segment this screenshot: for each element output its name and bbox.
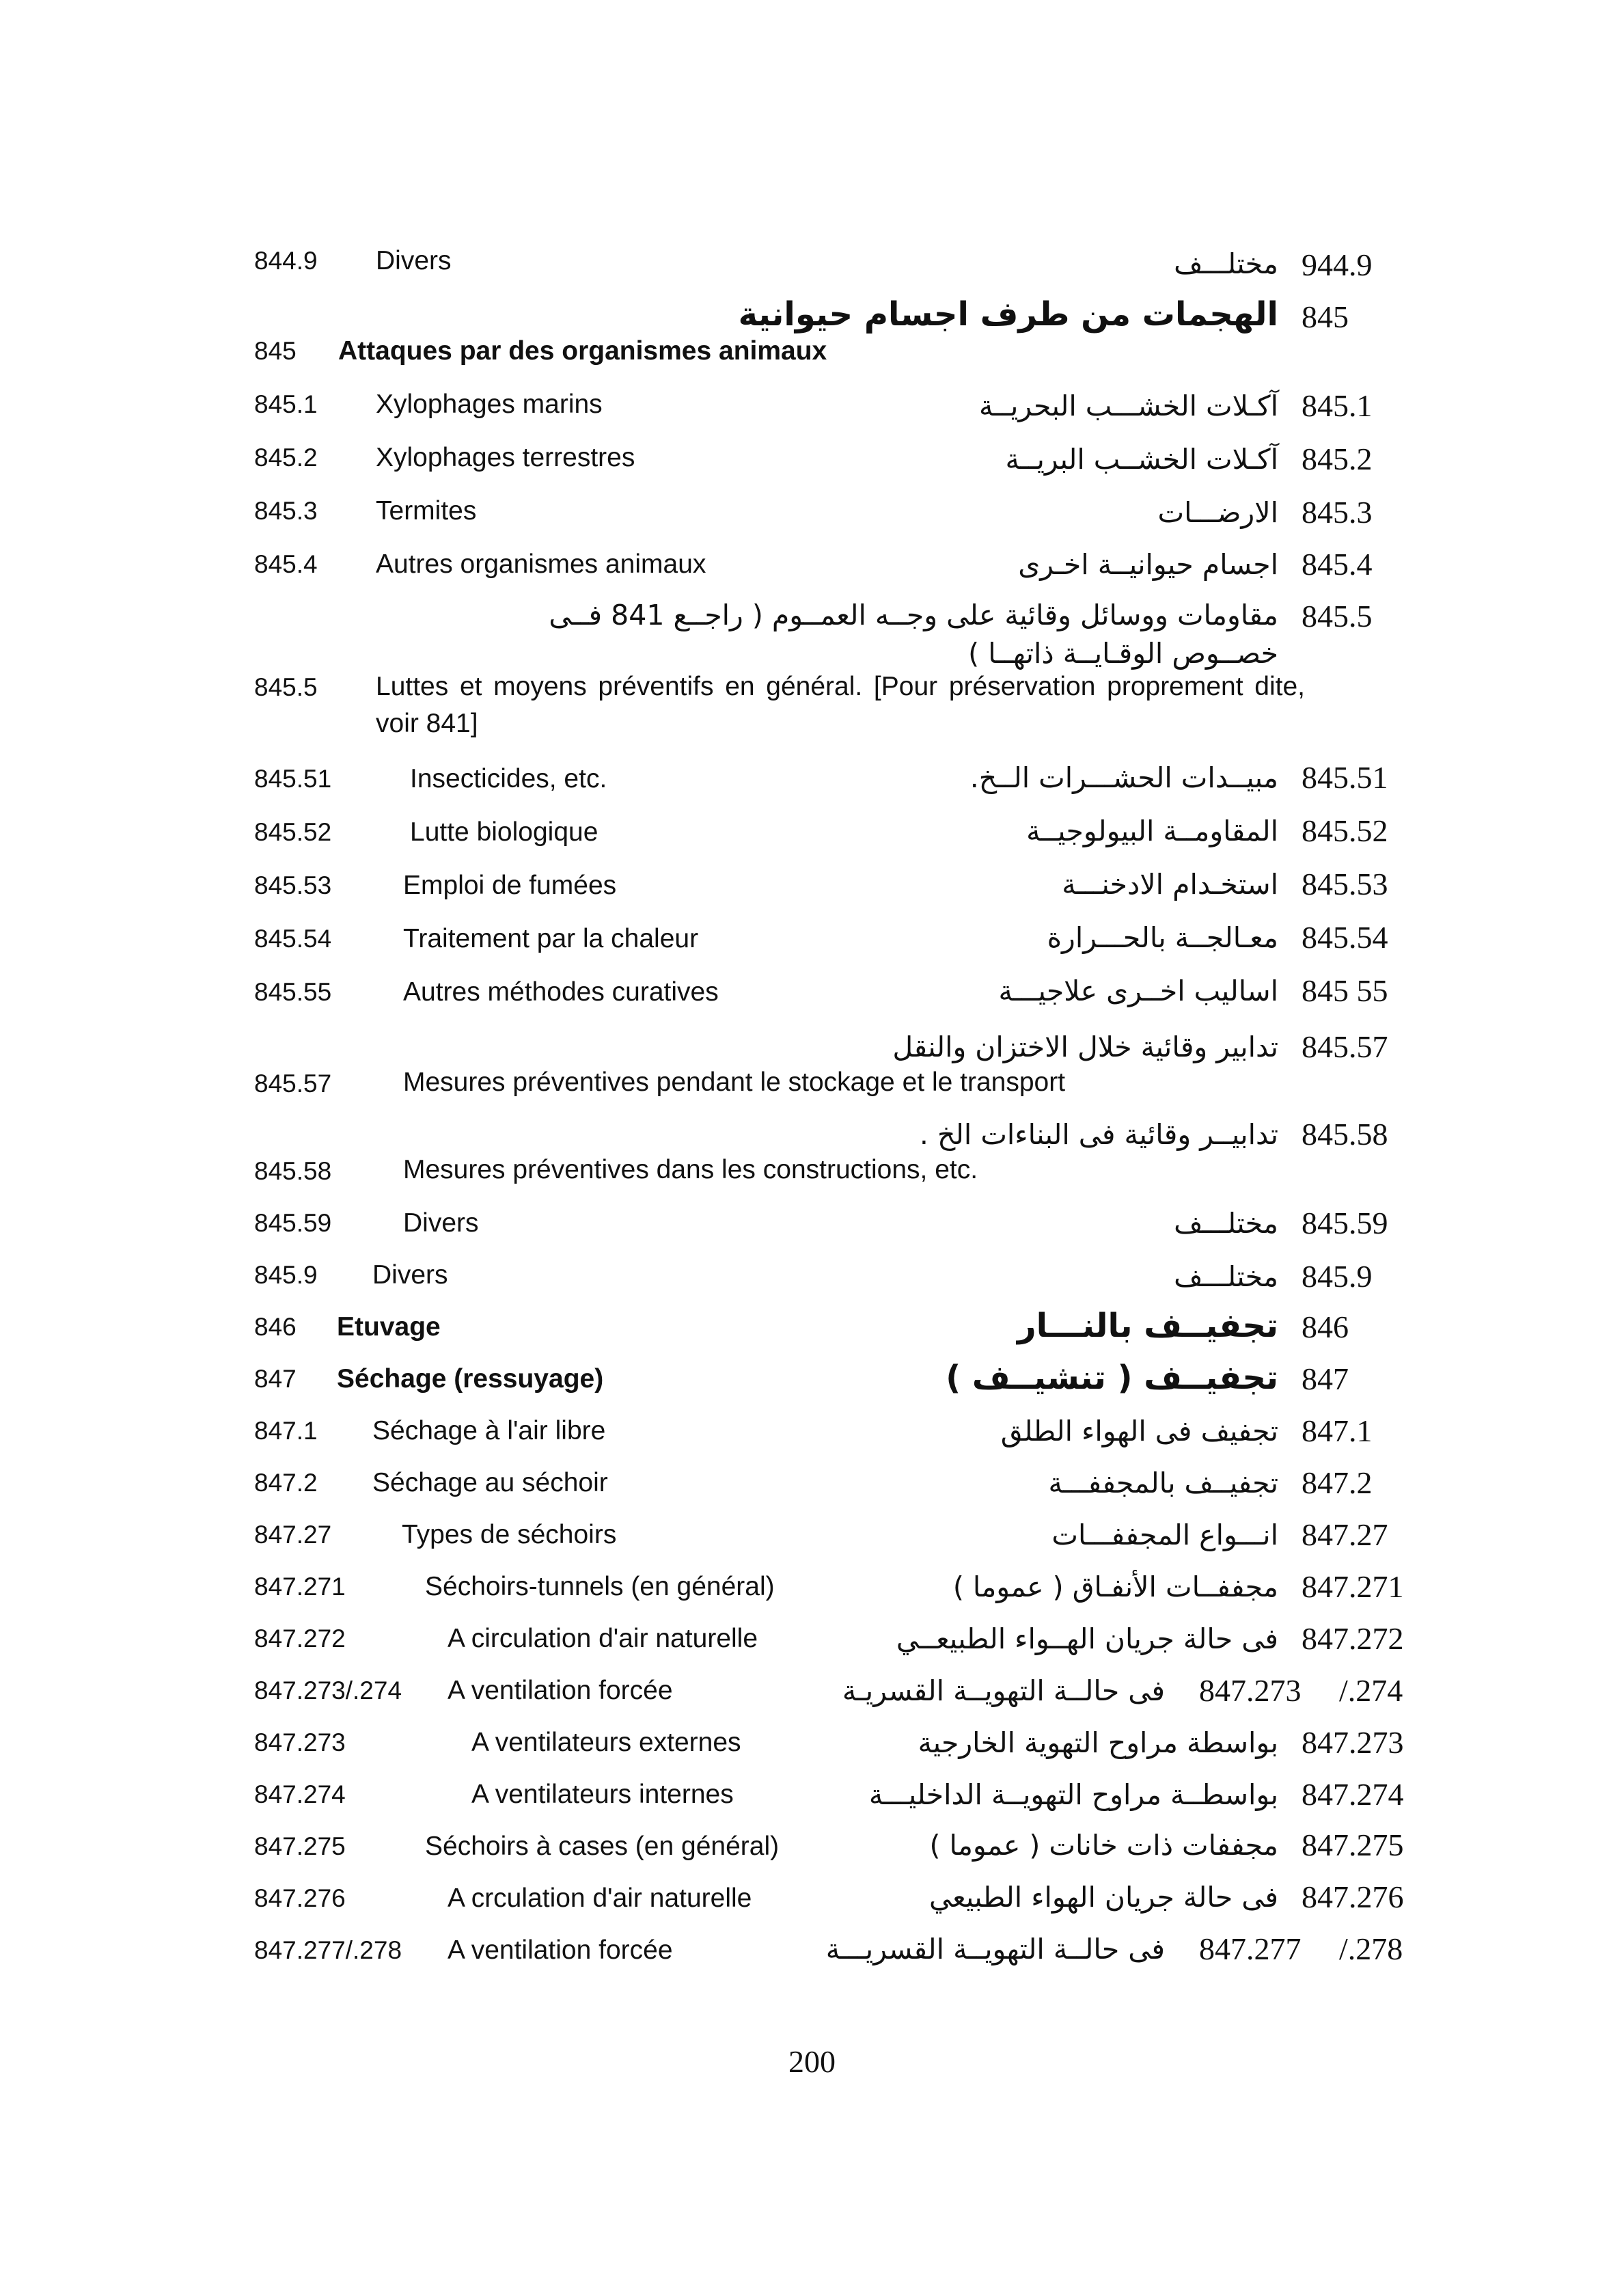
entry-845-54-ar-code: 845.54 — [1302, 920, 1388, 955]
entry-845-2-ar-code: 845.2 — [1302, 441, 1373, 476]
entry-845-54-fr-code: 845.54 — [254, 925, 332, 953]
entry-845-3-fr-code: 845.3 — [254, 497, 318, 525]
entry-845-53-fr-code: 845.53 — [254, 871, 332, 899]
entry-845-3-fr-text: Termites — [376, 496, 477, 526]
entry-847-275-fr-code: 847.275 — [254, 1832, 346, 1860]
entry-845-51-ar-code: 845.51 — [1302, 760, 1388, 795]
entry-845-59-fr-text: Divers — [403, 1208, 479, 1238]
entry-847-27-fr-text: Types de séchoirs — [402, 1520, 617, 1549]
entry-847-271-ar-text: مجففــات الأنفـاق ( عموما ) — [952, 1571, 1278, 1603]
entry-847-275-fr-text: Séchoirs à cases (en général) — [425, 1832, 780, 1861]
entry-847-277-278-fr-code: 847.277/.278 — [254, 1936, 402, 1964]
entry-847-273-274-ar-code-tail: /.274 — [1339, 1673, 1403, 1708]
entry-845-2-ar-text: آكـلات الخشــب البريــة — [1005, 443, 1278, 476]
entry-847-276-ar-code: 847.276 — [1302, 1879, 1404, 1914]
entry-847-1-fr-code: 847.1 — [254, 1417, 318, 1445]
entry-847-274-ar-code: 847.274 — [1302, 1777, 1404, 1812]
entry-847-27-ar-text: انـــواع المجففـــات — [1051, 1519, 1278, 1551]
entry-845-3-ar-code: 845.3 — [1302, 495, 1373, 530]
entry-845-52-fr-text: Lutte biologique — [410, 817, 598, 847]
entry-845-55-fr-text: Autres méthodes curatives — [403, 977, 719, 1007]
entry-845-51-fr-code: 845.51 — [254, 765, 332, 793]
entry-844-9-fr-text: Divers — [376, 246, 452, 275]
entry-845-54-ar-text: معـالجــة بالحـــرارة — [1047, 921, 1278, 954]
entry-845-53-fr-text: Emploi de fumées — [403, 871, 617, 900]
entry-847-271-ar-code: 847.271 — [1302, 1569, 1404, 1604]
entry-847-273-ar-text: بواسطة مراوح التهوية الخارجية — [918, 1726, 1278, 1759]
entry-846-fr-code: 846 — [254, 1313, 297, 1341]
entry-847-2-fr-code: 847.2 — [254, 1469, 318, 1497]
entry-845-9-ar-text: مختلـــف — [1174, 1260, 1278, 1293]
entry-847-1-fr-text: Séchage à l'air libre — [372, 1416, 606, 1445]
entry-845-5-ar-text: مقاومات ووسائل وقائية على وجــه العمــوم ( راجــع 841 فــى خصــوص الوقـايــة ذاتهــا ) — [549, 599, 1278, 670]
entry-845-1-fr-text: Xylophages marins — [376, 390, 603, 419]
entry-845-59-fr-code: 845.59 — [254, 1209, 332, 1237]
entry-845-57-ar-text: تدابير وقائية خلال الاختزان والنقل — [892, 1031, 1278, 1063]
entry-845-57-fr-text: Mesures préventives pendant le stockage et le transport — [403, 1068, 1066, 1097]
entry-847-273-fr-code: 847.273 — [254, 1728, 346, 1756]
entry-847-271-fr-code: 847.271 — [254, 1573, 346, 1601]
entry-845-5-ar-code: 845.5 — [1302, 599, 1373, 634]
entry-846-ar-code: 846 — [1302, 1309, 1349, 1344]
entry-847-272-fr-text: A circulation d'air naturelle — [448, 1624, 758, 1653]
entry-847-273-274-fr-code: 847.273/.274 — [254, 1676, 402, 1704]
entry-847-1-ar-text: تجفيف فى الهواء الطلق — [1000, 1415, 1278, 1447]
entry-847-1-ar-code: 847.1 — [1302, 1413, 1373, 1448]
entry-845-4-ar-code: 845.4 — [1302, 547, 1373, 582]
entry-845-9-ar-code: 845.9 — [1302, 1259, 1373, 1294]
entry-847-2-fr-text: Séchage au séchoir — [372, 1468, 608, 1497]
entry-845-5-fr-code: 845.5 — [254, 673, 318, 701]
entry-846-ar-text: تجفيــف بالنـــار — [1017, 1307, 1278, 1345]
entry-847-277-278-ar-code-tail: /.278 — [1339, 1931, 1403, 1966]
entry-844-9-ar-text: مختلـــف — [1174, 247, 1278, 280]
entry-847-272-fr-code: 847.272 — [254, 1624, 346, 1653]
entry-845-51-fr-text: Insecticides, etc. — [410, 764, 607, 793]
entry-847-273-274-ar-text: فى حالــة التهويــة القسريـة — [842, 1674, 1165, 1707]
entry-845-55-ar-code: 845 55 — [1302, 973, 1388, 1008]
entry-845-fr-code: 845 — [254, 337, 297, 365]
entry-847-ar-code: 847 — [1302, 1361, 1349, 1396]
entry-847-ar-text: تجفيــف ( تنشيــف ) — [946, 1359, 1278, 1397]
entry-847-274-ar-text: بواسطــة مراوح التهويــة الداخليـــة — [868, 1778, 1278, 1811]
entry-845-9-fr-text: Divers — [372, 1260, 448, 1290]
entry-847-273-274-fr-text: A ventilation forcée — [448, 1676, 673, 1705]
entry-846-fr-text: Etuvage — [337, 1312, 441, 1342]
entry-845-ar-text: الهجمات من طرف اجسام حيوانية — [738, 295, 1278, 334]
entry-845-53-ar-text: استخـدام الادخنـــة — [1062, 868, 1278, 901]
entry-847-276-fr-text: A crculation d'air naturelle — [448, 1884, 752, 1913]
entry-845-59-ar-code: 845.59 — [1302, 1206, 1388, 1240]
entry-845-ar-code: 845 — [1302, 299, 1349, 334]
entry-847-27-fr-code: 847.27 — [254, 1521, 332, 1549]
entry-847-272-ar-code: 847.272 — [1302, 1621, 1404, 1656]
entry-844-9-ar-code: 944.9 — [1302, 247, 1373, 282]
entry-845-5-fr-text: Luttes et moyens préventifs en général. [Pour préservation proprement dite, voir 841] — [376, 672, 1305, 738]
entry-845-55-ar-text: اساليب اخــرى علاجيـــة — [998, 975, 1278, 1007]
entry-845-51-ar-text: مبيــدات الحشـــرات الــخ. — [969, 761, 1278, 794]
entry-845-59-ar-text: مختلـــف — [1174, 1207, 1278, 1240]
entry-845-52-fr-code: 845.52 — [254, 818, 332, 846]
entry-847-271-fr-text: Séchoirs-tunnels (en général) — [425, 1572, 775, 1601]
entry-845-52-ar-text: المقاومــة البيولوجيــة — [1026, 815, 1278, 847]
entry-845-54-fr-text: Traitement par la chaleur — [403, 924, 699, 953]
entry-845-1-ar-code: 845.1 — [1302, 388, 1373, 423]
entry-847-277-278-fr-text: A ventilation forcée — [448, 1935, 673, 1965]
entry-845-57-fr-code: 845.57 — [254, 1070, 332, 1098]
page-number: 200 — [788, 2044, 836, 2079]
entry-847-277-278-ar-text: فى حالــة التهويــة القسريـــة — [825, 1933, 1165, 1966]
entry-845-53-ar-code: 845.53 — [1302, 867, 1388, 901]
entry-845-58-fr-code: 845.58 — [254, 1157, 332, 1185]
entry-847-276-ar-text: فى حالة جريان الهواء الطبيعي — [928, 1881, 1278, 1914]
entry-845-1-ar-text: آكـلات الخشـــب البحريــة — [978, 390, 1278, 422]
entry-845-9-fr-code: 845.9 — [254, 1261, 318, 1289]
entry-847-2-ar-text: تجفيــف بالمجففـــة — [1048, 1467, 1278, 1499]
entry-847-272-ar-text: فى حالة جريان الهــواء الطبيعــي — [896, 1622, 1278, 1655]
entry-847-277-278-ar-code: 847.277 — [1199, 1931, 1302, 1966]
entry-844-9-fr-code: 844.9 — [254, 247, 318, 275]
entry-845-2-fr-code: 845.2 — [254, 444, 318, 472]
entry-845-58-ar-text: تدابيــر وقائية فى البناءات الخ . — [919, 1118, 1278, 1151]
entry-845-4-fr-text: Autres organismes animaux — [376, 549, 706, 579]
entry-845-57-ar-code: 845.57 — [1302, 1029, 1388, 1064]
entry-845-fr-text: Attaques par des organismes animaux — [338, 336, 827, 366]
entry-847-274-fr-text: A ventilateurs internes — [471, 1780, 734, 1809]
entry-845-58-ar-code: 845.58 — [1302, 1117, 1388, 1152]
entry-845-3-ar-text: الارضـــات — [1157, 496, 1278, 529]
entry-847-273-ar-code: 847.273 — [1302, 1725, 1404, 1760]
entry-847-275-ar-code: 847.275 — [1302, 1827, 1404, 1862]
entry-847-27-ar-code: 847.27 — [1302, 1517, 1388, 1552]
entry-847-274-fr-code: 847.274 — [254, 1780, 346, 1808]
entry-847-fr-text: Séchage (ressuyage) — [337, 1364, 604, 1393]
entry-847-275-ar-text: مجففات ذات خانات ( عموما ) — [929, 1829, 1278, 1862]
entry-847-276-fr-code: 847.276 — [254, 1884, 346, 1912]
entry-847-2-ar-code: 847.2 — [1302, 1465, 1373, 1500]
entry-845-1-fr-code: 845.1 — [254, 390, 318, 418]
entry-845-58-fr-text: Mesures préventives dans les constructions, etc. — [403, 1155, 978, 1184]
entry-845-55-fr-code: 845.55 — [254, 978, 332, 1006]
entry-847-273-fr-text: A ventilateurs externes — [471, 1728, 741, 1757]
entry-845-4-fr-code: 845.4 — [254, 550, 318, 578]
entry-847-273-274-ar-code: 847.273 — [1199, 1673, 1302, 1708]
entry-845-4-ar-text: اجسام حيوانيــة اخـرى — [1018, 548, 1278, 581]
entry-845-2-fr-text: Xylophages terrestres — [376, 443, 635, 472]
entry-847-fr-code: 847 — [254, 1365, 297, 1393]
entry-845-52-ar-code: 845.52 — [1302, 813, 1388, 848]
